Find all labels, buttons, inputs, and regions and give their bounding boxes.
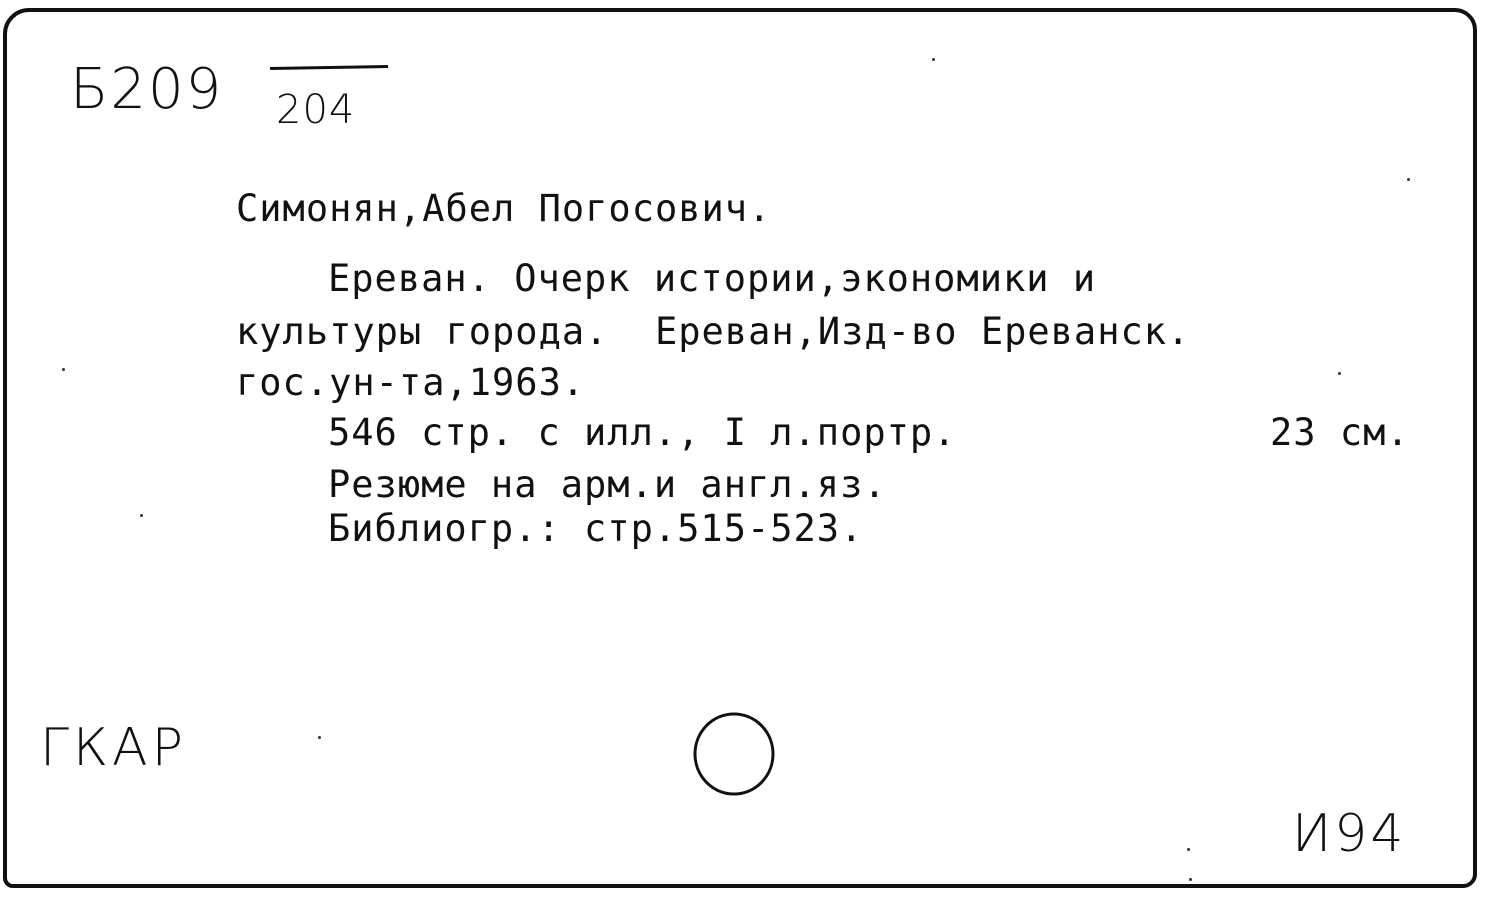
speck (140, 514, 143, 517)
title-line-1: Ереван. Очерк истории,экономики и (328, 257, 1097, 300)
speck (318, 736, 321, 739)
speck (1189, 878, 1192, 881)
speck (1187, 848, 1190, 851)
speck (932, 58, 935, 61)
handwritten-note-left: ГКАР (40, 718, 187, 778)
note-bibliography: Библиогр.: стр.515-523. (328, 507, 864, 550)
title-line-3: гос.ун-та,1963. (236, 361, 586, 404)
collation-size: 23 см. (1270, 411, 1410, 454)
collation-pages: 546 стр. с илл., I л.портр. (328, 411, 957, 454)
speck (1338, 372, 1341, 375)
speck (1407, 178, 1410, 181)
title-line-2: культуры города. Ереван,Изд-во Ереванск. (236, 310, 1191, 353)
handwritten-note-right: И94 (1292, 804, 1407, 864)
shelfmark-fraction: 204 (276, 87, 356, 133)
speck (62, 368, 65, 371)
punch-hole-icon (692, 712, 776, 798)
author-heading: Симонян,Абел Погосович. (236, 187, 772, 230)
note-summary: Резюме на арм.и англ.яз. (328, 463, 887, 506)
shelfmark-main: Б209 (70, 57, 224, 122)
